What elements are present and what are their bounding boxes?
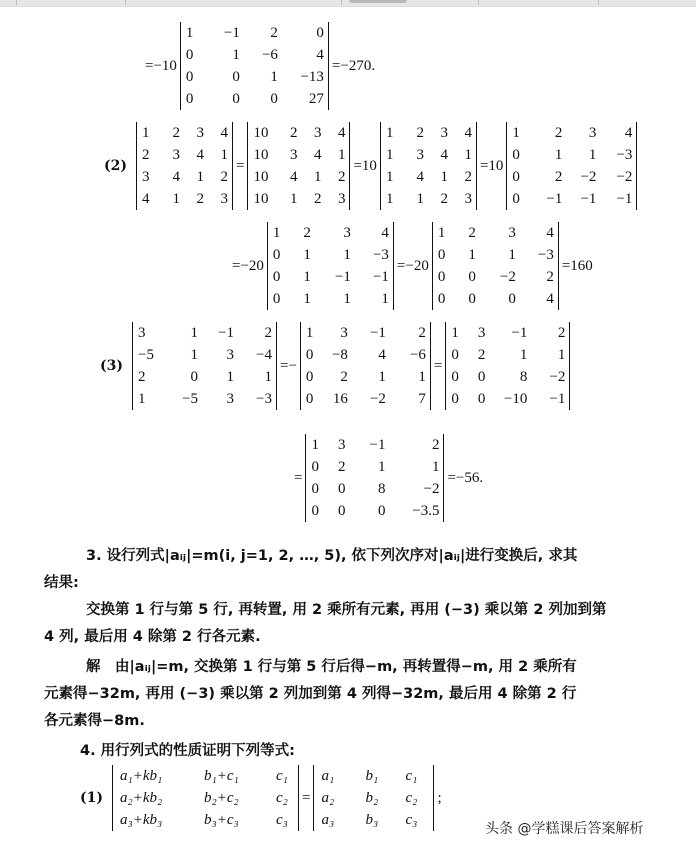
matrix-cell: 2 [418, 325, 426, 341]
matrix-cell: 0 [311, 481, 319, 497]
equals: = [294, 469, 303, 486]
matrix-cell: 2 [337, 459, 346, 475]
matrix-cell: 8 [377, 481, 386, 497]
matrix-cell: 3 [196, 125, 204, 141]
matrix-cell: a₁ [321, 768, 335, 784]
divider [598, 0, 599, 5]
matrix-cell: 1 [220, 147, 228, 163]
matrix-cell: 1 [185, 25, 194, 41]
matrix-cell: 1 [451, 325, 459, 341]
matrix-cell: 0 [512, 147, 520, 163]
determinant [300, 322, 431, 410]
matrix-cell: −1 [546, 191, 563, 207]
matrix-cell: 1 [337, 147, 346, 163]
matrix-cell: 1 [272, 225, 281, 241]
matrix-cell: 1 [416, 191, 424, 207]
matrix-cell: −10 [503, 391, 528, 407]
equals: = [302, 789, 311, 806]
matrix-cell: −1 [549, 391, 566, 407]
coefficient: =10 [353, 157, 377, 174]
matrix-cell: 3 [142, 169, 150, 185]
matrix-cell: 3 [477, 325, 486, 341]
determinant [247, 122, 350, 210]
matrix-cell: 1 [440, 169, 448, 185]
matrix-cell: 8 [519, 369, 528, 385]
matrix-cell: 2 [270, 25, 278, 41]
matrix-cell: 4 [316, 47, 324, 63]
matrix-cell: 2 [220, 169, 228, 185]
matrix-cell: 0 [272, 247, 281, 263]
equation-3-continuation [294, 434, 483, 522]
matrix-cell: 0 [337, 481, 346, 497]
matrix-cell: 0 [477, 391, 486, 407]
matrix-cell: 0 [185, 47, 194, 63]
matrix-cell: 0 [468, 269, 476, 285]
matrix-cell: 1 [226, 369, 234, 385]
matrix-cell: 1 [385, 191, 394, 207]
matrix-cell: 4 [142, 191, 150, 207]
matrix-cell: −1 [616, 191, 633, 207]
determinant [132, 322, 277, 410]
matrix-cell: −8 [331, 347, 348, 363]
matrix-cell: 3 [440, 125, 448, 141]
matrix-cell: 3 [337, 191, 346, 207]
solution-3-line-2: 元素得−32m, 再用 (−3) 乘以第 2 列加到第 4 列得−32m, 最后用 4 除第 2 行 [44, 686, 577, 702]
matrix-cell: 1 [378, 369, 386, 385]
matrix-cell: 1 [303, 269, 311, 285]
matrix-cell: 4 [220, 125, 228, 141]
matrix-cell: 1 [519, 347, 528, 363]
matrix-cell: 1 [377, 459, 386, 475]
problem-4-equation-1 [80, 765, 442, 831]
matrix-cell: −2 [423, 481, 440, 497]
matrix-cell: b₃+c₃ [204, 812, 239, 828]
matrix-cell: −1 [580, 191, 597, 207]
matrix-cell: 2 [477, 347, 486, 363]
divider [341, 0, 342, 5]
matrix-cell: −1 [218, 325, 234, 341]
matrix-cell: 7 [418, 391, 426, 407]
matrix-cell: 1 [190, 325, 198, 341]
coefficient: =−10 [145, 57, 177, 74]
matrix-cell: 1 [464, 147, 472, 163]
matrix-cell: 1 [385, 125, 394, 141]
semicolon: ; [437, 789, 442, 806]
matrix-cell: 4 [464, 125, 472, 141]
problem-3-line-1: 3. 设行列式|aᵢⱼ|=m(i, j=1, 2, …, 5), 依下列次序对|aᵢⱼ|进行变换后, 求其 [86, 548, 578, 564]
matrix-cell: −6 [409, 347, 426, 363]
matrix-cell: 0 [468, 291, 476, 307]
matrix-cell: 4 [289, 169, 298, 185]
result: =160 [561, 257, 593, 274]
matrix-cell: −1 [223, 25, 240, 41]
matrix-cell: 1 [196, 169, 204, 185]
matrix-cell: 2 [554, 125, 563, 141]
matrix-cell: 3 [226, 391, 234, 407]
matrix-cell: 4 [440, 147, 448, 163]
matrix-cell: 0 [270, 91, 278, 107]
matrix-cell: 3 [226, 347, 234, 363]
matrix-cell: 0 [272, 269, 281, 285]
matrix-cell: 1 [343, 247, 351, 263]
watermark: 头条 @学糕课后答案解析 [485, 821, 644, 837]
matrix-cell: 1 [385, 169, 394, 185]
matrix-cell: 1 [305, 325, 314, 341]
matrix-cell: 3 [138, 325, 146, 341]
matrix-cell: a₂ [321, 790, 335, 806]
matrix-cell: 2 [172, 125, 180, 141]
matrix-cell: 1 [508, 247, 516, 263]
matrix-cell: 3 [343, 225, 351, 241]
matrix-cell: 0 [232, 69, 240, 85]
matrix-cell: a₁+kb₁ [120, 768, 163, 784]
matrix-cell: 4 [172, 169, 180, 185]
matrix-cell: −2 [616, 169, 633, 185]
matrix-cell: 0 [185, 91, 194, 107]
matrix-cell: 0 [305, 347, 314, 363]
matrix-cell: 0 [232, 91, 240, 107]
matrix-cell: 0 [512, 191, 520, 207]
matrix-cell: 0 [337, 503, 346, 519]
matrix-cell: −3 [256, 391, 272, 407]
determinant [380, 122, 477, 210]
result: =−270. [331, 57, 376, 74]
matrix-cell: 1 [385, 147, 394, 163]
solution-3-line-1: 解 由|aᵢⱼ|=m, 交换第 1 行与第 5 行后得−m, 再转置得−m, 用 2 乘所有 [86, 659, 577, 675]
matrix-cell: 1 [313, 169, 322, 185]
determinant [267, 222, 394, 310]
determinant [136, 122, 233, 210]
equation-3 [100, 322, 573, 410]
matrix-cell: 2 [303, 225, 311, 241]
matrix-cell: 1 [311, 437, 319, 453]
matrix-cell: 1 [512, 125, 520, 141]
matrix-cell: −2 [499, 269, 516, 285]
result: =−56. [447, 469, 484, 486]
matrix-cell: 1 [418, 369, 426, 385]
matrix-cell: 2 [264, 325, 272, 341]
matrix-cell: 3 [464, 191, 472, 207]
problem-3-line-2: 结果: [44, 575, 79, 591]
matrix-cell: 0 [272, 291, 281, 307]
matrix-cell: c₂ [405, 790, 418, 806]
matrix-cell: 3 [289, 147, 298, 163]
matrix-cell: 0 [508, 291, 516, 307]
matrix-cell: 2 [468, 225, 476, 241]
matrix-cell: 0 [305, 369, 314, 385]
equation-2-continuation [232, 222, 593, 310]
matrix-cell: −13 [300, 69, 324, 85]
matrix-cell: −1 [372, 269, 389, 285]
problem-3-line-4: 4 列, 最后用 4 除第 2 行各元素. [44, 629, 261, 645]
divider [125, 0, 126, 5]
matrix-cell: 2 [313, 191, 322, 207]
matrix-cell: b₁+c₁ [204, 768, 239, 784]
matrix-cell: 0 [451, 347, 459, 363]
matrix-cell: 1 [588, 147, 597, 163]
matrix-cell: 4 [624, 125, 633, 141]
matrix-cell: 1 [264, 369, 272, 385]
matrix-cell: 4 [381, 225, 389, 241]
equation-2 [104, 122, 640, 210]
matrix-cell: 3 [172, 147, 180, 163]
divider [16, 0, 17, 5]
matrix-cell: 1 [190, 347, 198, 363]
matrix-cell: 3 [508, 225, 516, 241]
matrix-cell: 1 [431, 459, 440, 475]
matrix-cell: −2 [549, 369, 566, 385]
matrix-cell: 3 [416, 147, 424, 163]
coefficient: =−20 [396, 257, 429, 274]
matrix-cell: −3 [372, 247, 389, 263]
matrix-cell: 0 [437, 291, 446, 307]
matrix-cell: 10 [253, 169, 269, 185]
equation-1-continuation [145, 22, 375, 110]
matrix-cell: 1 [138, 391, 146, 407]
matrix-cell: 1 [381, 291, 389, 307]
matrix-cell: −5 [182, 391, 198, 407]
matrix-cell: b₂+c₂ [204, 790, 239, 806]
coefficient: =10 [479, 157, 504, 174]
item-label: (2) [104, 158, 127, 174]
matrix-cell: c₁ [276, 768, 288, 784]
matrix-cell: 16 [332, 391, 348, 407]
matrix-cell: −2 [369, 391, 386, 407]
matrix-cell: 2 [340, 369, 348, 385]
matrix-cell: 2 [546, 269, 554, 285]
matrix-cell: 4 [378, 347, 386, 363]
matrix-cell: 4 [416, 169, 424, 185]
matrix-cell: 4 [196, 147, 204, 163]
matrix-cell: c₁ [405, 768, 418, 784]
matrix-cell: 0 [311, 503, 319, 519]
matrix-cell: −5 [138, 347, 154, 363]
matrix-cell: 0 [437, 247, 446, 263]
matrix-cell: 1 [303, 247, 311, 263]
matrix-cell: 1 [270, 69, 278, 85]
matrix-cell: 2 [416, 125, 424, 141]
matrix-cell: 4 [546, 225, 554, 241]
matrix-cell: b₂ [365, 790, 379, 806]
matrix-cell: 0 [451, 369, 459, 385]
coefficient: =− [280, 357, 297, 374]
determinant [180, 22, 329, 110]
matrix-cell: 4 [337, 125, 346, 141]
scroll-thumb[interactable] [349, 0, 407, 3]
matrix-cell: 2 [431, 437, 440, 453]
matrix-cell: 2 [554, 169, 563, 185]
matrix-cell: 0 [512, 169, 520, 185]
matrix-cell: 1 [557, 347, 566, 363]
matrix-cell: 0 [185, 69, 194, 85]
matrix-cell: b₁ [365, 768, 379, 784]
matrix-cell: 2 [440, 191, 448, 207]
matrix-cell: 3 [220, 191, 228, 207]
matrix-cell: 1 [437, 225, 446, 241]
matrix-cell: −1 [511, 325, 528, 341]
matrix-cell: c₃ [276, 812, 288, 828]
determinant [305, 434, 444, 522]
item-label: (3) [100, 358, 123, 374]
matrix-cell: 4 [546, 291, 554, 307]
matrix-cell: −6 [261, 47, 278, 63]
equals: = [236, 157, 245, 174]
matrix-cell: c₃ [405, 812, 418, 828]
matrix-cell: 1 [172, 191, 180, 207]
matrix-cell: a₃ [321, 812, 335, 828]
coefficient: =−20 [232, 257, 264, 274]
matrix-cell: −1 [369, 437, 386, 453]
matrix-cell: b₃ [365, 812, 379, 828]
matrix-cell: 2 [337, 169, 346, 185]
determinant [313, 765, 434, 831]
matrix-cell: 1 [554, 147, 563, 163]
matrix-cell: 3 [337, 437, 346, 453]
matrix-cell: 1 [142, 125, 150, 141]
matrix-cell: −3 [537, 247, 554, 263]
matrix-cell: 2 [289, 125, 298, 141]
matrix-cell: 27 [308, 91, 324, 107]
equals: = [433, 357, 443, 374]
top-scrollbar[interactable] [0, 0, 696, 7]
matrix-cell: −1 [369, 325, 386, 341]
matrix-cell: 0 [305, 391, 314, 407]
matrix-cell: 1 [468, 247, 476, 263]
matrix-cell: 2 [142, 147, 150, 163]
matrix-cell: −1 [334, 269, 351, 285]
matrix-cell: 0 [311, 459, 319, 475]
matrix-cell: a₂+kb₂ [120, 790, 163, 806]
divider [478, 0, 479, 5]
matrix-cell: 10 [253, 125, 269, 141]
matrix-cell: −3 [616, 147, 633, 163]
matrix-cell: 0 [477, 369, 486, 385]
determinant [432, 222, 559, 310]
matrix-cell: 0 [190, 369, 198, 385]
matrix-cell: 1 [289, 191, 298, 207]
matrix-cell: 1 [303, 291, 311, 307]
matrix-cell: −2 [580, 169, 597, 185]
matrix-cell: −3.5 [412, 503, 440, 519]
matrix-cell: 2 [196, 191, 204, 207]
matrix-cell: 0 [377, 503, 386, 519]
matrix-cell: 4 [313, 147, 322, 163]
matrix-cell: c₂ [276, 790, 288, 806]
matrix-cell: 3 [340, 325, 348, 341]
matrix-cell: 1 [232, 47, 240, 63]
determinant [506, 122, 637, 210]
problem-4-title: 4. 用行列式的性质证明下列等式: [80, 743, 295, 759]
solution-3-line-3: 各元素得−8m. [44, 713, 145, 729]
item-label: (1) [80, 790, 103, 806]
matrix-cell: 3 [588, 125, 597, 141]
determinant [445, 322, 570, 410]
matrix-cell: 10 [253, 191, 269, 207]
matrix-cell: 0 [437, 269, 446, 285]
matrix-cell: 1 [343, 291, 351, 307]
matrix-cell: 2 [464, 169, 472, 185]
matrix-cell: a₃+kb₃ [120, 812, 163, 828]
matrix-cell: −4 [256, 347, 272, 363]
matrix-cell: 0 [316, 25, 324, 41]
problem-3-line-3: 交换第 1 行与第 5 行, 再转置, 用 2 乘所有元素, 再用 (−3) 乘以第 2 列加到第 [86, 602, 607, 618]
determinant [112, 765, 299, 831]
matrix-cell: 10 [253, 147, 269, 163]
matrix-cell: 3 [313, 125, 322, 141]
matrix-cell: 2 [557, 325, 566, 341]
matrix-cell: 0 [451, 391, 459, 407]
matrix-cell: 2 [138, 369, 146, 385]
